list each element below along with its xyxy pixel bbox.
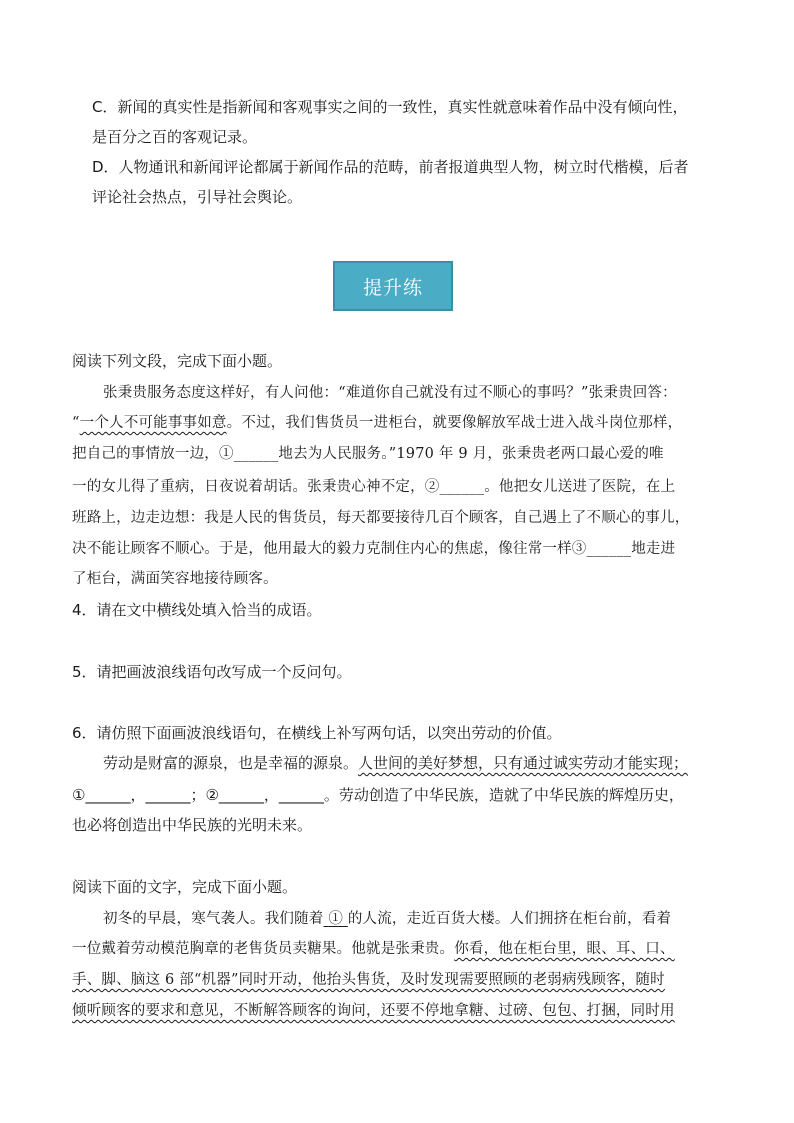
passage1-line1: 张秉贵服务态度这样好，有人问他：“难道你自己就没有过不顺心的事吗？”张秉贵回答：	[103, 385, 677, 401]
option-c-line1: C．新闻的真实性是指新闻和客观事实之间的一致性，真实性就意味着作品中没有倾向性，	[92, 98, 688, 116]
blank-1	[324, 911, 348, 927]
question-6: 6．请仿照下面画波浪线语句，在横线上补写两句话，以突出劳动的价值。	[72, 724, 562, 742]
question-6-text-line1	[103, 753, 688, 773]
passage2-wavy-2: 手、脚、脑这 6 部“机器”同时开动，他抬头售货，及时发现需要照顾的老弱病残顾客，随时	[72, 972, 665, 988]
passage1-line4: 一的女儿得了重病，日夜说着胡话。张秉贵心神不定，②______。他把女儿送进了医院，在上	[72, 479, 676, 495]
open-quote: “	[72, 415, 80, 431]
passage1-line5: 班路上，边走边想：我是人民的售货员，每天都要接待几百个顾客，自己遇上了不顺心的事儿，	[72, 510, 690, 526]
question-5: 5．请把画波浪线语句改写成一个反问句。	[72, 663, 352, 681]
option-d-line2: 评论社会热点，引导社会舆论。	[92, 188, 303, 206]
passage2-wavy-1: 你看，他在柜台里，眼、耳、口、	[454, 941, 675, 957]
passage1-line2-rest: 。不过，我们售货员一进柜台，就要像解放军战士进入战斗岗位那样，	[226, 415, 683, 431]
section2-intro: 阅读下面的文字，完成下面小题。	[72, 878, 298, 896]
passage1-line3: 把自己的事情放一边，①______地去为人民服务。”1970 年 9 月，张秉贵老两口最心爱的唯	[72, 446, 664, 462]
question-6-text-plain: 劳动是财富的源泉，也是幸福的源泉。	[103, 754, 359, 772]
passage2-line1-b: 的人流，走近百货大楼。人们拥挤在柜台前，看着	[347, 911, 672, 927]
option-d-line1: D．人物通讯和新闻评论都属于新闻作品的范畴，前者报道典型人物，树立时代楷模，后者	[92, 158, 689, 176]
section1-intro: 阅读下列文段，完成下面小题。	[72, 352, 283, 370]
blank-1-label: ①	[328, 911, 344, 927]
question-6-text-line3: 也必将创造出中华民族的光明未来。	[72, 816, 313, 834]
question-4: 4．请在文中横线处填入恰当的成语。	[72, 601, 322, 619]
passage1-line6: 决不能让顾客不顺心。于是，他用最大的毅力克制住内心的焦虑，像往常一样③______地走进	[72, 541, 676, 557]
section-banner: 提升练	[333, 261, 453, 311]
passage2-line2	[72, 939, 675, 959]
wavy-underlined-sentence: 一个人不可能事事如意	[79, 415, 227, 431]
passage2-wavy-3: 倾听顾客的要求和意见，不断解答顾客的询问，还要不停地拿糖、过磅、包包、打捆，同时用	[72, 1003, 675, 1019]
passage2-line1	[103, 909, 671, 929]
passage1-line2	[72, 413, 682, 433]
option-c-line2: 是百分之百的客观记录。	[92, 128, 258, 146]
passage2-line1-a: 初冬的早晨，寒气袭人。我们随着	[103, 911, 324, 927]
question-6-wavy-sentence: 人世间的美好梦想，只有通过诚实劳动才能实现；	[358, 754, 689, 772]
passage1-line7: 了柜台，满面笑容地接待顾客。	[72, 571, 278, 587]
question-6-text-line2: ①______，______；②______，______。劳动创造了中华民族，造就了中华民族的辉煌历史，	[72, 786, 684, 804]
passage2-line2-a: 一位戴着劳动模范胸章的老售货员卖糖果。他就是张秉贵。	[72, 941, 455, 957]
